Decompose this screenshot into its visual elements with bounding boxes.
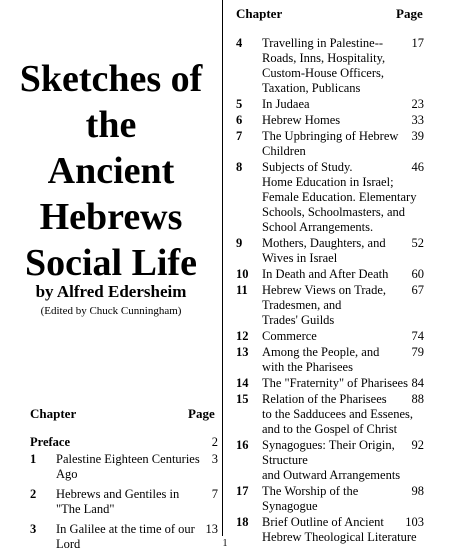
toc-chapter-number: 11	[236, 283, 248, 297]
editor-note: (Edited by Chuck Cunningham)	[40, 305, 182, 317]
toc-title-line: Taxation, Publicans	[262, 81, 361, 95]
toc-title-line: Hebrews and Gentiles in	[56, 487, 180, 501]
toc-title-line: In Judaea	[262, 97, 310, 111]
toc-chapter-number: 4	[236, 36, 243, 50]
toc-title-line: and to the Gospel of Christ	[262, 422, 398, 436]
toc-entry	[236, 236, 426, 266]
toc-page-number: 103	[405, 515, 424, 529]
toc-chapter-title	[236, 129, 426, 159]
toc-chapter-number: 15	[236, 392, 249, 406]
toc-chapter-number: 7	[236, 129, 243, 143]
toc-page-number: 92	[411, 438, 424, 452]
toc-page-number: 88	[411, 392, 424, 406]
toc-chapter-title	[236, 36, 426, 96]
toc-page-number: 23	[411, 97, 424, 111]
book-title-line: Hebrews	[39, 196, 183, 238]
toc-title-line: and Outward Arrangements	[262, 468, 401, 482]
toc-chapter-title	[236, 329, 426, 344]
toc-title-line: "The Land"	[56, 502, 115, 516]
toc-entry	[30, 452, 220, 482]
toc-chapter-number: 2	[30, 487, 37, 501]
toc-title-line: The Upbringing of Hebrew	[262, 129, 399, 143]
toc-entry	[236, 160, 426, 235]
toc-page-number: 60	[411, 267, 424, 281]
toc-title-line: Commerce	[262, 329, 317, 343]
author-line: by Alfred Edersheim	[35, 282, 187, 301]
toc-chapter-title	[236, 113, 426, 128]
toc-chapter-number: 10	[236, 267, 249, 281]
toc-page-number: 39	[411, 129, 424, 143]
toc-page-number: 79	[411, 345, 424, 359]
toc-title-line: Roads, Inns, Hospitality,	[262, 51, 386, 65]
toc-entry	[236, 329, 426, 344]
toc-title-line: Synagogue	[262, 499, 318, 513]
toc-title-line: Hebrew Theological Literature	[262, 530, 417, 544]
toc-chapter-number: 1	[30, 452, 37, 466]
toc-page-number: 17	[411, 36, 424, 50]
toc-entry	[236, 129, 426, 159]
toc-chapter-title	[236, 236, 426, 266]
toc-title-line: Travelling in Palestine--	[262, 36, 384, 50]
toc-chapter-title	[236, 484, 426, 514]
toc-chapter-title	[236, 376, 426, 391]
toc-page-number: 2	[211, 435, 218, 449]
toc-page-number: 13	[205, 522, 218, 536]
toc-chapter-title	[236, 345, 426, 375]
toc-preface-title: Preface	[30, 435, 71, 449]
toc-chapter-title	[236, 438, 426, 483]
toc-chapter-number: 3	[30, 522, 37, 536]
page-number: 1	[222, 538, 228, 549]
toc-title-line: Hebrew Views on Trade,	[262, 283, 387, 297]
toc-title-line: Female Education. Elementary	[262, 190, 417, 204]
book-title	[0, 56, 222, 286]
toc-title-line: Among the People, and	[262, 345, 380, 359]
toc-title-line: Relation of the Pharisees	[262, 392, 387, 406]
toc-chapter-number: 8	[236, 160, 243, 174]
toc-page-number: 67	[411, 283, 424, 297]
toc-title-line: Hebrew Homes	[262, 113, 341, 127]
toc-page-number: 46	[411, 160, 424, 174]
toc-title-line: The Worship of the	[262, 484, 359, 498]
toc-title-line: Subjects of Study.	[262, 160, 353, 174]
toc-chapter-header: Chapter	[236, 6, 283, 21]
toc-page-number: 3	[211, 452, 218, 466]
toc-entry	[236, 97, 426, 112]
toc-title-line: Structure	[262, 453, 308, 467]
toc-page-number: 52	[411, 236, 424, 250]
toc-title-line: Palestine Eighteen Centuries	[56, 452, 200, 466]
toc-title-line: Trades' Guilds	[262, 313, 335, 327]
toc-entry	[236, 484, 426, 514]
toc-title-line: The "Fraternity" of Pharisees	[262, 376, 408, 390]
toc-right-list	[236, 36, 426, 546]
toc-entry	[236, 345, 426, 375]
toc-chapter-number: 9	[236, 236, 243, 250]
book-title-line: Social Life	[24, 242, 198, 284]
toc-chapter-number: 13	[236, 345, 249, 359]
toc-title-line: Home Education in Israel;	[262, 175, 394, 189]
toc-title-line: Custom-House Officers,	[262, 66, 384, 80]
toc-title-line: Wives in Israel	[262, 251, 338, 265]
toc-page-number: 98	[411, 484, 424, 498]
toc-chapter-title	[236, 283, 426, 328]
toc-entry	[236, 392, 426, 437]
toc-title-line: Brief Outline of Ancient	[262, 515, 384, 529]
toc-chapter-title	[236, 392, 426, 437]
toc-page-header: Page	[396, 6, 423, 21]
toc-title-line: School Arrangements.	[262, 220, 374, 234]
toc-chapter-title	[30, 487, 220, 517]
toc-chapter-number: 12	[236, 329, 249, 343]
book-title-line: Sketches of	[19, 58, 203, 100]
toc-title-line: Tradesmen, and	[262, 298, 342, 312]
toc-title-line: Synagogues: Their Origin,	[262, 438, 395, 452]
toc-entry	[236, 267, 426, 282]
toc-title-line: with the Pharisees	[262, 360, 353, 374]
toc-chapter-number: 14	[236, 376, 249, 390]
toc-entry	[236, 283, 426, 328]
toc-entry	[30, 487, 220, 517]
toc-title-line: Children	[262, 144, 306, 158]
toc-chapter-title	[236, 160, 426, 235]
toc-page-number: 33	[411, 113, 424, 127]
toc-chapter-number: 5	[236, 97, 243, 111]
toc-title-line: Schools, Schoolmasters, and	[262, 205, 406, 219]
toc-page-number: 74	[411, 329, 424, 343]
toc-chapter-title	[236, 267, 426, 282]
toc-title-line: In Galilee at the time of our	[56, 522, 195, 536]
book-title-line: Ancient	[47, 150, 175, 192]
toc-chapter-number: 16	[236, 438, 249, 452]
left-column	[0, 0, 222, 554]
toc-chapter-header: Chapter	[30, 406, 77, 421]
toc-title-line: In Death and After Death	[262, 267, 389, 281]
toc-chapter-number: 6	[236, 113, 243, 127]
toc-entry	[236, 438, 426, 483]
toc-chapter-number: 17	[236, 484, 249, 498]
toc-title-line: Ago	[56, 467, 78, 481]
toc-chapter-title	[236, 97, 426, 112]
toc-chapter-title	[30, 452, 220, 482]
column-divider	[222, 0, 223, 536]
toc-entry	[236, 376, 426, 391]
toc-title-line: Lord	[56, 537, 81, 551]
toc-title-line: to the Sadducees and Essenes,	[262, 407, 414, 421]
toc-page-header: Page	[188, 406, 215, 421]
toc-entry	[236, 113, 426, 128]
toc-chapter-number: 18	[236, 515, 249, 529]
book-title-line: the	[85, 104, 137, 146]
toc-page-number: 7	[211, 487, 218, 501]
toc-preface	[30, 435, 220, 450]
toc-page-number: 84	[411, 376, 424, 390]
toc-title-line: Mothers, Daughters, and	[262, 236, 386, 250]
toc-entry	[236, 36, 426, 96]
